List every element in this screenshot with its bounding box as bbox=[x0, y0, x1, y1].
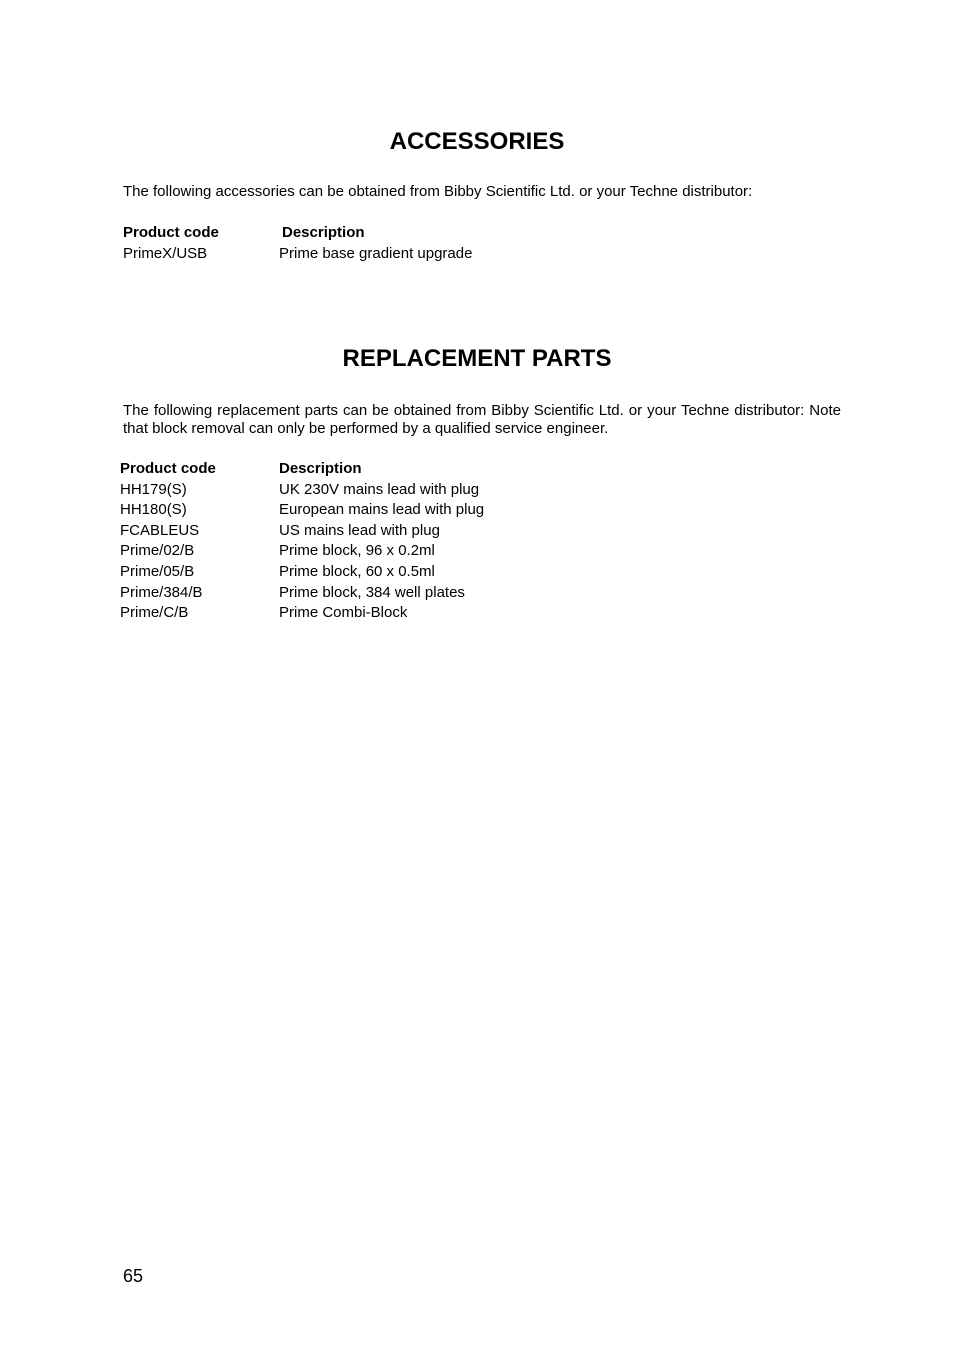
product-description: Prime block, 96 x 0.2ml bbox=[279, 542, 435, 560]
replacement-header-code: Product code bbox=[120, 460, 216, 477]
table-row bbox=[120, 500, 679, 521]
product-description: Prime block, 60 x 0.5ml bbox=[279, 562, 435, 580]
product-code: Prime/C/B bbox=[120, 604, 189, 622]
product-description: US mains lead with plug bbox=[279, 521, 440, 539]
table-row bbox=[120, 541, 679, 562]
table-row bbox=[120, 480, 679, 501]
product-code: PrimeX/USB bbox=[123, 244, 208, 262]
product-code: HH179(S) bbox=[120, 480, 187, 498]
accessories-intro: The following accessories can be obtained from Bibby Scientific Ltd. or your Techne distributor: bbox=[123, 183, 753, 200]
table-row bbox=[120, 583, 679, 604]
product-code: Prime/02/B bbox=[120, 542, 195, 560]
replacement-parts-title: REPLACEMENT PARTS bbox=[342, 345, 612, 372]
accessories-title: ACCESSORIES bbox=[389, 128, 565, 155]
product-code: Prime/384/B bbox=[120, 583, 203, 601]
table-row bbox=[120, 521, 679, 542]
page-number: 65 bbox=[123, 1266, 144, 1286]
product-code: Prime/05/B bbox=[120, 562, 195, 580]
table-row bbox=[120, 603, 679, 624]
replacement-table-header bbox=[120, 459, 679, 480]
product-code: HH180(S) bbox=[120, 501, 187, 519]
product-description: Prime Combi-Block bbox=[279, 604, 408, 622]
table-row bbox=[123, 244, 682, 265]
product-code: FCABLEUS bbox=[120, 521, 200, 539]
product-description: Prime base gradient upgrade bbox=[279, 244, 473, 262]
replacement-header-description: Description bbox=[279, 460, 362, 477]
replacement-parts-table bbox=[120, 459, 679, 624]
product-description: European mains lead with plug bbox=[279, 501, 485, 519]
accessories-table-header bbox=[123, 223, 682, 244]
table-row bbox=[120, 562, 679, 583]
accessories-header-description: Description bbox=[282, 224, 365, 241]
accessories-table bbox=[123, 223, 682, 264]
replacement-parts-intro: The following replacement parts can be obtained from Bibby Scientific Ltd. or your Techne distributor: Note that block removal can only be performed by a qualified service engineer. bbox=[123, 402, 841, 437]
product-description: UK 230V mains lead with plug bbox=[279, 480, 480, 498]
product-description: Prime block, 384 well plates bbox=[279, 583, 465, 601]
accessories-header-code: Product code bbox=[123, 224, 219, 241]
